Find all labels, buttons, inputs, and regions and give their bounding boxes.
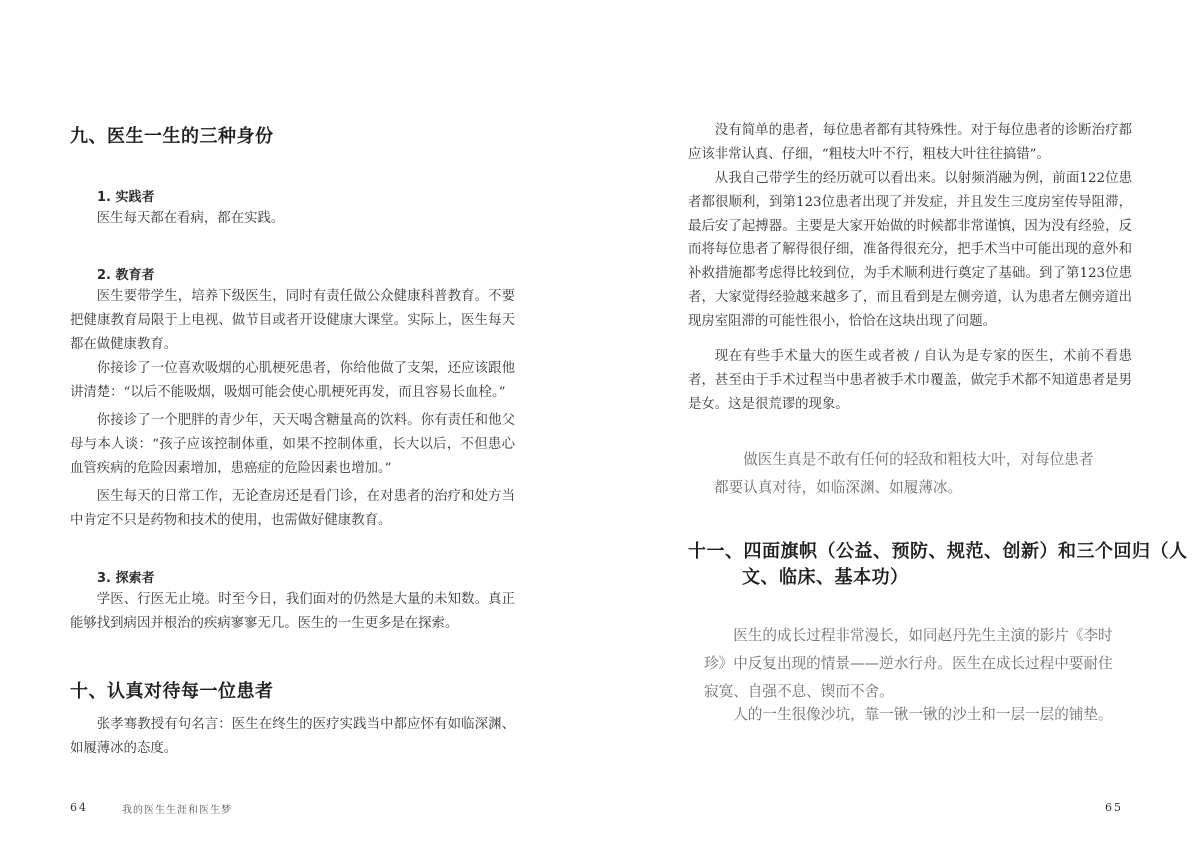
subsection-practitioner-heading: 1. 实践者 xyxy=(97,190,155,205)
educator-paragraph-2: 你接诊了一位喜欢吸烟的心肌梗死患者，你给他做了支架，还应该跟他讲清楚：“以后不能吸烟，吸烟可能会使心肌梗死再发，而且容易长血栓。” xyxy=(70,361,515,400)
section-10-paragraph: 张孝骞教授有句名言：医生在终生的医疗实践当中都应怀有如临深渊、如履薄冰的态度。 xyxy=(70,717,515,756)
subsection-explorer-heading: 3. 探索者 xyxy=(97,571,155,586)
section-11-heading-line2: 文、临床、基本功） xyxy=(742,567,909,588)
right-page xyxy=(600,0,1200,847)
right-paragraph-1: 没有简单的患者，每位患者都有其特殊性。对于每位患者的诊断治疗都应该非常认真、仔细，“粗枝大叶不行，粗枝大叶往往搞错”。 xyxy=(688,123,1132,162)
book-title-footer: 我的医生生涯和医生梦 xyxy=(122,805,232,816)
quote-sandpit: 人的一生很像沙坑，靠一锹一锹的沙土和一层一层的铺垫。 xyxy=(733,706,1113,723)
explorer-paragraph: 学医、行医无止境。时至今日，我们面对的仍然是大量的未知数。真正能够找到病因并根治的疾病寥寥无几。医生的一生更多是在探索。 xyxy=(70,592,515,631)
quote-doctor-growth: 医生的成长过程非常漫长，如同赵丹先生主演的影片《李时珍》中反复出现的情景——逆水行舟。医生在成长过程中要耐住寂寞、自强不息、锲而不舍。 xyxy=(704,627,1113,700)
subsection-educator-heading: 2. 教育者 xyxy=(97,268,155,283)
educator-paragraph-4: 医生每天的日常工作，无论查房还是看门诊，在对患者的治疗和处方当中肯定不只是药物和技术的使用，也需做好健康教育。 xyxy=(70,489,515,528)
right-paragraph-3: 现在有些手术量大的医生或者被 / 自认为是专家的医生，术前不看患者，甚至由于手术过程当中患者被手术巾覆盖，做完手术都不知道患者是男是女。这是很荒谬的现象。 xyxy=(688,349,1132,412)
section-11-heading-line1: 十一、四面旗帜（公益、预防、规范、创新）和三个回归（人 xyxy=(688,541,1188,562)
quote-careful-treatment: 做医生真是不敢有任何的轻敌和粗枝大叶，对每位患者都要认真对待，如临深渊、如履薄冰。 xyxy=(714,451,1094,496)
practitioner-paragraph: 医生每天都在看病，都在实践。 xyxy=(96,211,285,226)
educator-paragraph-3: 你接诊了一个肥胖的青少年，天天喝含糖量高的饮料。你有责任和他父母与本人谈：“孩子应该控制体重，如果不控制体重，长大以后，不但患心血管疾病的危险因素增加，患癌症的危险因素也增加。” xyxy=(70,413,515,476)
page-number-left: 64 xyxy=(70,801,88,814)
section-9-heading: 九、医生一生的三种身份 xyxy=(70,126,274,147)
educator-paragraph-1: 医生要带学生，培养下级医生，同时有责任做公众健康科普教育。不要把健康教育局限于上电视、做节目或者开设健康大课堂。实际上，医生每天都在做健康教育。 xyxy=(70,289,515,352)
section-10-heading: 十、认真对待每一位患者 xyxy=(70,681,274,702)
page-number-right: 65 xyxy=(1105,801,1123,814)
right-paragraph-2: 从我自己带学生的经历就可以看出来。以射频消融为例，前面122位患者都很顺利，到第123位患者出现了并发症，并且发生三度房室传导阻滞，最后安了起搏器。主要是大家开始做的时候都非常谨慎，因为没有经验，反而将每位患者了解得很仔细，准备得很充分，把手术当中可能出现的意外和补救措施都考虑得比较到位，为手术顺利进行奠定了基础。到了第123位患者，大家觉得经验越来越多了，而且看到是左侧旁道，认为患者左侧旁道出现房室阻滞的可能性很小，恰恰在这块出现了问题。 xyxy=(688,171,1132,329)
